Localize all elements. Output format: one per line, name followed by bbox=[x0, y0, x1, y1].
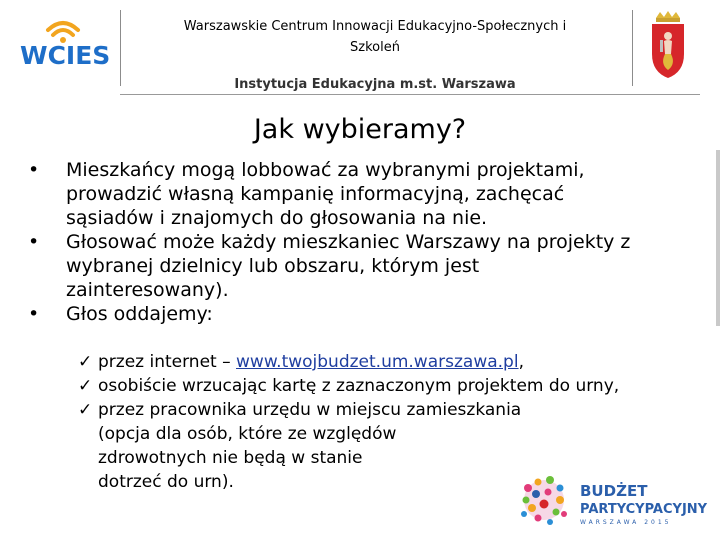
voting-method-line: dotrzeć do urn). bbox=[98, 472, 234, 492]
list-item bbox=[78, 350, 708, 374]
voting-method-line: przez pracownika urzędu w miejscu zamieszkania bbox=[98, 400, 522, 420]
header-divider-left bbox=[120, 10, 121, 86]
voting-method-line: (opcja dla osób, które ze względów bbox=[98, 424, 397, 444]
budget-website-link[interactable]: www.twojbudzet.um.warszawa.pl bbox=[236, 352, 519, 372]
bullet-line: Mieszkańcy mogą lobbować za wybranymi projektami, bbox=[66, 159, 585, 181]
voting-method-line: zdrowotnych nie będą w stanie bbox=[98, 448, 363, 468]
organization-name-line1: Warszawskie Centrum Innowacji Edukacyjno-Społecznych i bbox=[183, 19, 567, 34]
wcies-logo-text: WCIES bbox=[20, 41, 111, 70]
bullet-line: Głosować może każdy mieszkaniec Warszawy na projekty z bbox=[66, 231, 631, 253]
bullet-line: zainteresowany). bbox=[66, 279, 229, 301]
wcies-logo bbox=[18, 14, 114, 72]
bullet-line: Głos oddajemy: bbox=[66, 303, 213, 325]
participatory-budget-logo-line2: PARTYCYPACYJNY bbox=[580, 502, 708, 517]
bullet-icon: • bbox=[28, 303, 40, 325]
checkmark-icon: ✓ bbox=[78, 400, 93, 420]
voting-method-internet bbox=[98, 350, 524, 374]
participatory-budget-logo bbox=[514, 470, 714, 532]
flower-cluster-icon bbox=[521, 476, 567, 525]
checkmark-icon: ✓ bbox=[78, 352, 93, 372]
slide-title: Jak wybieramy? bbox=[253, 114, 467, 145]
bullet-list bbox=[28, 158, 698, 326]
organization-name-line2: Szkoleń bbox=[350, 40, 400, 55]
warsaw-crest-icon bbox=[646, 10, 690, 80]
bullet-line: wybranej dzielnicy lub obszaru, którym jest bbox=[66, 255, 480, 277]
bullet-text bbox=[66, 230, 630, 302]
bullet-text bbox=[66, 158, 585, 230]
bullet-line: sąsiadów i znajomych do głosowania na nie. bbox=[66, 207, 488, 229]
header-rule bbox=[120, 94, 700, 95]
voting-method-personal: osobiście wrzucając kartę z zaznaczonym projektem do urny, bbox=[98, 376, 620, 396]
header-divider-right bbox=[632, 10, 633, 86]
institution-label: Instytucja Edukacyjna m.st. Warszawa bbox=[234, 77, 516, 92]
voting-method-text: przez internet – bbox=[98, 352, 237, 372]
organization-name bbox=[150, 16, 600, 58]
bullet-icon: • bbox=[28, 159, 40, 181]
bullet-text bbox=[66, 302, 213, 326]
checkmark-icon: ✓ bbox=[78, 376, 93, 396]
wifi-waves-icon bbox=[48, 23, 78, 43]
participatory-budget-logo-line1: BUDŻET bbox=[580, 482, 648, 500]
edge-bar bbox=[716, 150, 720, 326]
participatory-budget-logo-line3: WARSZAWA 2015 bbox=[580, 519, 672, 526]
list-item bbox=[78, 374, 708, 398]
list-item bbox=[28, 230, 698, 302]
bullet-icon: • bbox=[28, 231, 40, 253]
list-item bbox=[28, 302, 698, 326]
list-item bbox=[28, 158, 698, 230]
voting-method-suffix: , bbox=[518, 352, 524, 372]
bullet-line: prowadzić własną kampanię informacyjną, zachęcać bbox=[66, 183, 565, 205]
voting-method-officer bbox=[98, 398, 521, 494]
